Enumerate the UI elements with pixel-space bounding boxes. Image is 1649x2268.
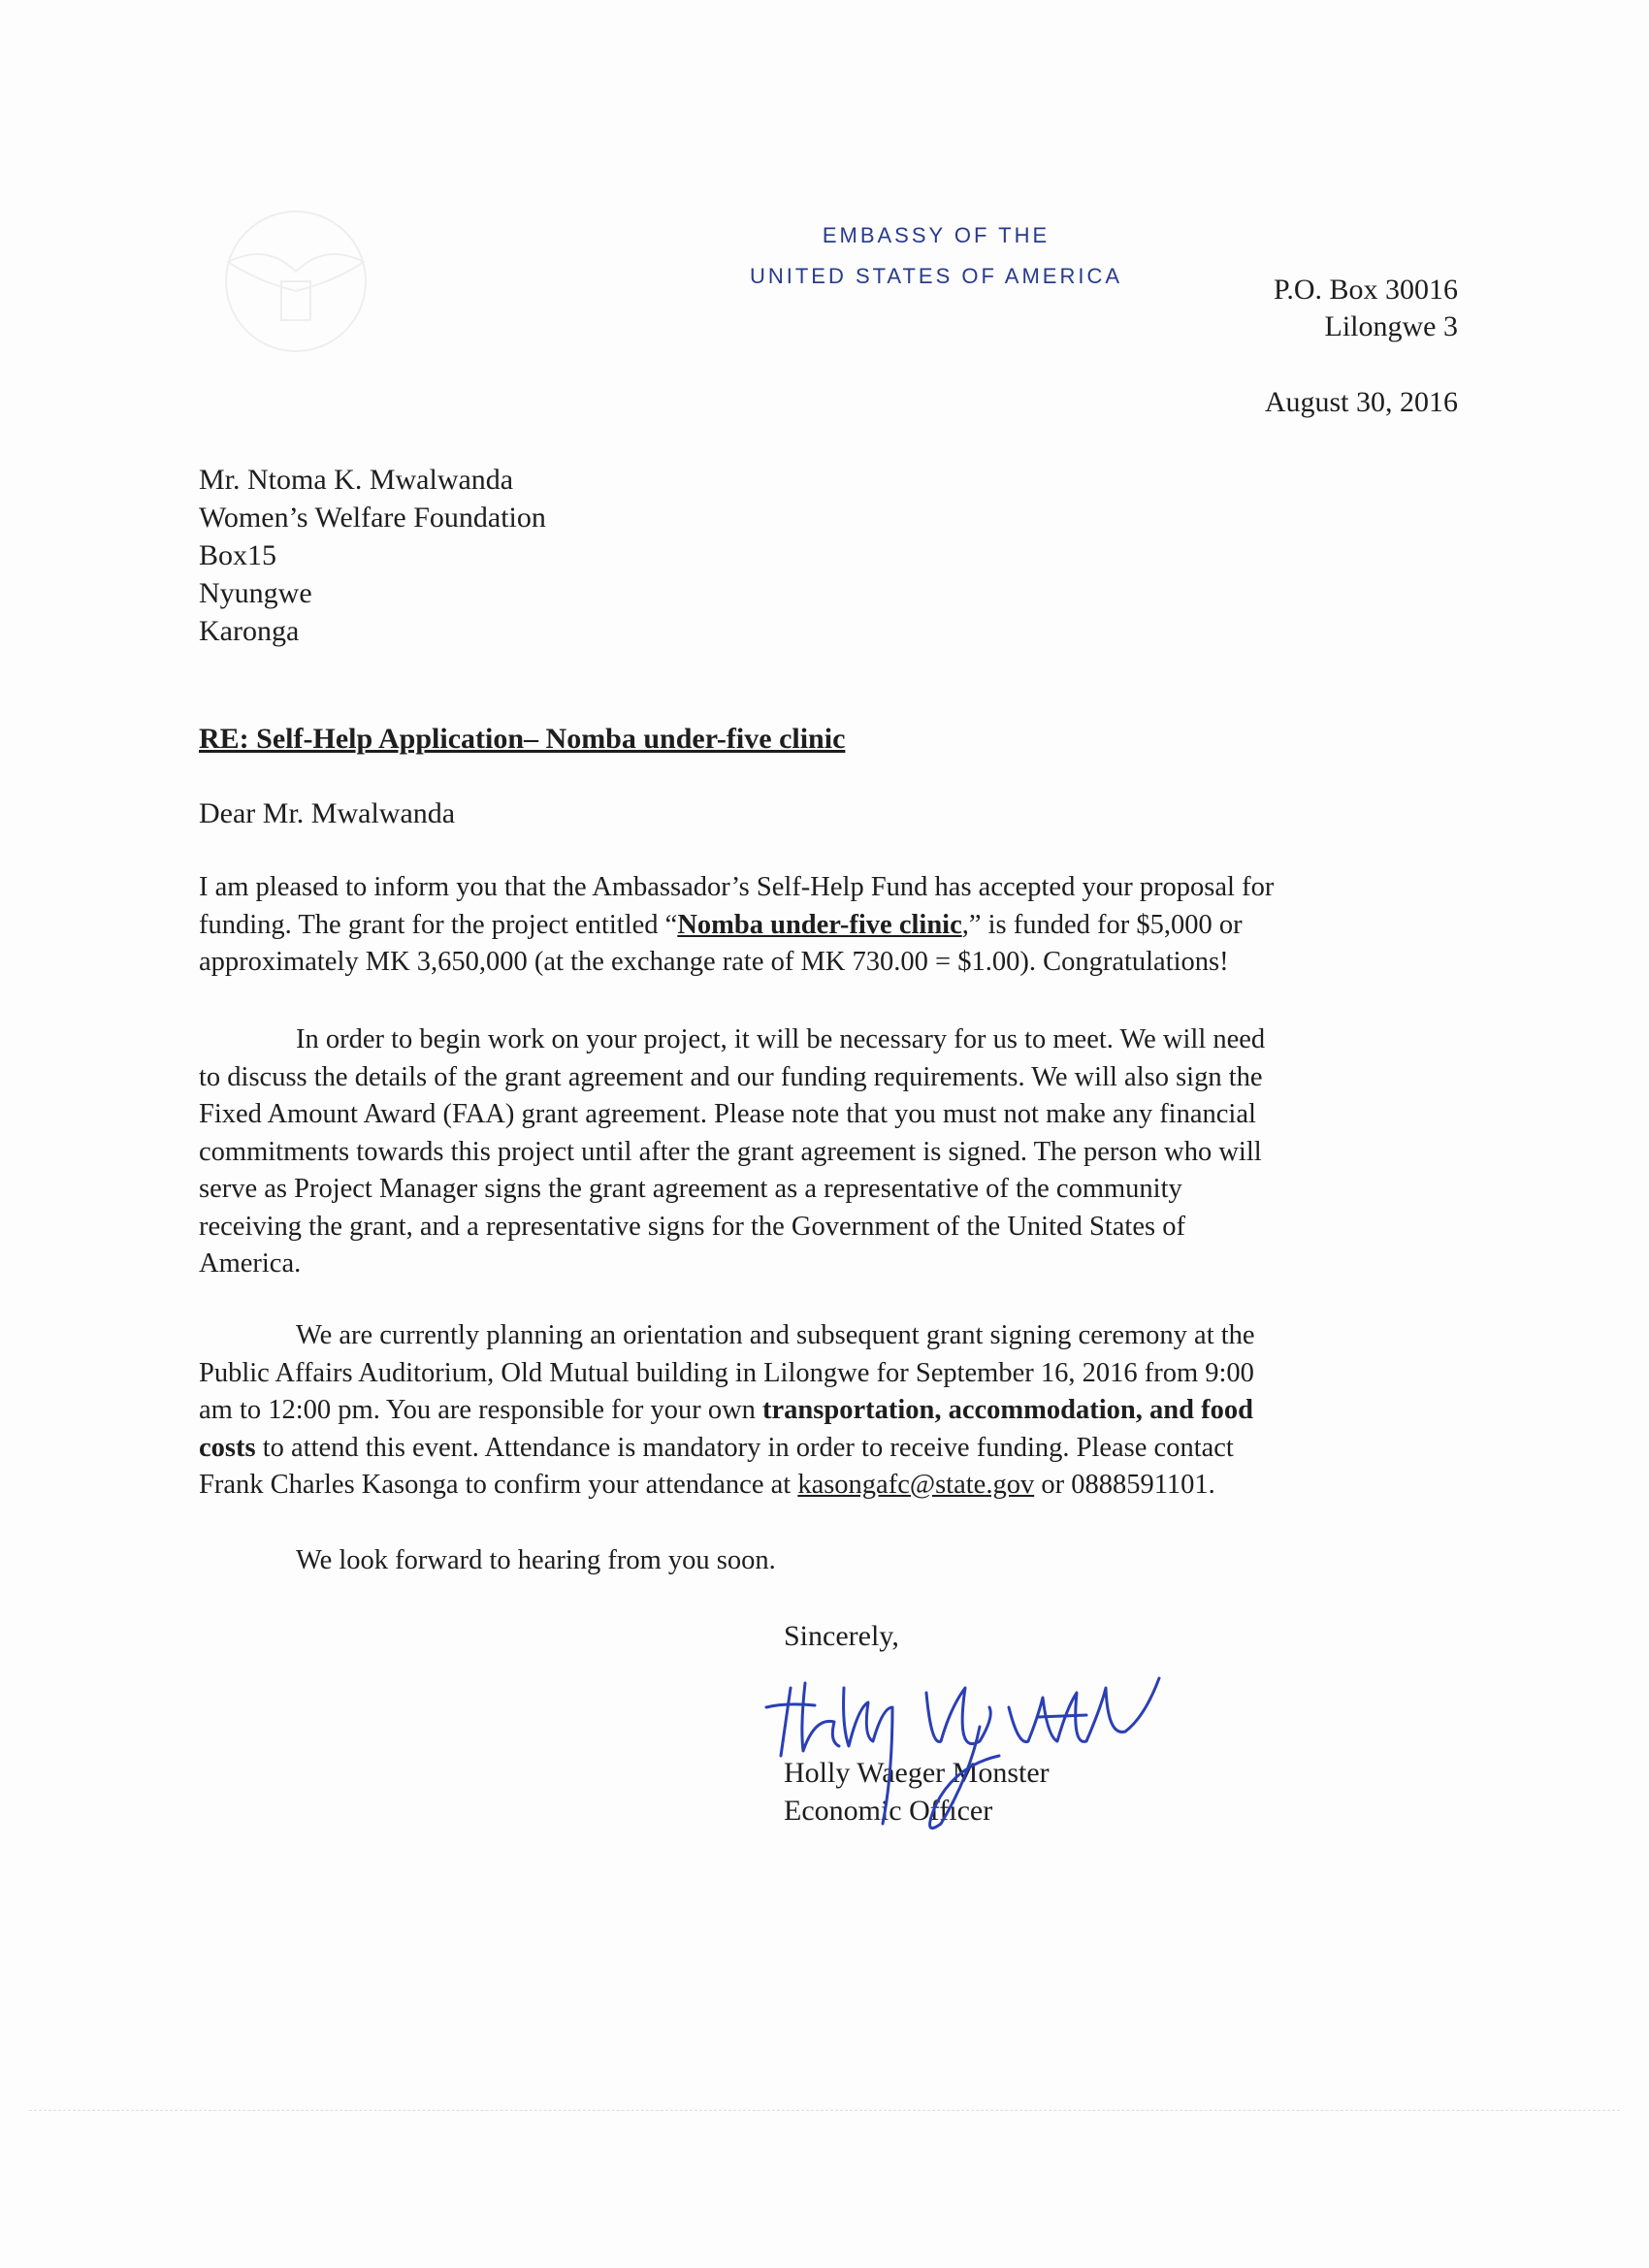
recipient-box: Box15 (199, 539, 277, 571)
paragraph-4 (199, 1542, 1460, 1580)
signer-title: Economic Officer (784, 1795, 993, 1827)
subject-line: RE: Self-Help Application– Nomba under-five clinic (199, 723, 846, 755)
paragraph-4-line-1: We look forward to hearing from you soon. (296, 1545, 776, 1575)
signer-name: Holly Waeger Monster (784, 1757, 1050, 1789)
paragraph-2-line-3: Fixed Amount Award (FAA) grant agreement. Please note that you must not make any financial (199, 1099, 1256, 1129)
recipient-district: Karonga (199, 615, 300, 647)
paragraph-2-line-4: commitments towards this project until after the grant agreement is signed. The person who will (199, 1136, 1262, 1167)
contact-email-link[interactable]: kasongafc@state.gov (797, 1470, 1035, 1500)
closing: Sincerely, (784, 1620, 899, 1652)
paragraph-1-line-3: approximately MK 3,650,000 (at the exchange rate of MK 730.00 = $1.00). Congratulations! (199, 947, 1229, 977)
handwritten-signature (747, 1649, 1203, 1843)
paragraph-3-line-3-start: am to 12:00 pm. You are responsible for your own (199, 1395, 763, 1425)
paragraph-3-line-4-end: to attend this event. Attendance is mandatory in order to receive funding. Please contact (255, 1432, 1234, 1463)
costs-emphasis-1: transportation, accommodation, and food (762, 1395, 1253, 1425)
recipient-town: Nyungwe (199, 577, 312, 609)
paragraph-2-line-7: America. (199, 1248, 302, 1279)
paragraph-1-line-1: I am pleased to inform you that the Ambassador’s Self-Help Fund has accepted your proposal for (199, 872, 1275, 902)
sender-po-box: P.O. Box 30016 (1273, 274, 1458, 306)
paragraph-3-line-3 (199, 1392, 1460, 1430)
paragraph-3-line-2: Public Affairs Auditorium, Old Mutual building in Lilongwe for September 16, 2016 from 9:00 (199, 1357, 1254, 1388)
paragraph-3-line-5-end: or 0888591101. (1034, 1470, 1215, 1500)
paragraph-3-line-5-start: Frank Charles Kasonga to confirm your attendance at (199, 1470, 798, 1500)
paragraph-1-line-2-end: ,” is funded for $5,000 or (961, 909, 1243, 940)
paragraph-2 (199, 1021, 1460, 1283)
paragraph-3 (199, 1317, 1460, 1505)
paragraph-2-line-5: serve as Project Manager signs the grant agreement as a representative of the community (199, 1174, 1182, 1204)
letterhead-line-2: UNITED STATES OF AMERICA (749, 264, 1123, 288)
salutation: Dear Mr. Mwalwanda (199, 797, 456, 829)
letter-date: August 30, 2016 (1264, 386, 1458, 418)
sender-address (1274, 272, 1458, 345)
paragraph-1 (199, 869, 1460, 982)
embassy-letterhead (708, 215, 1164, 297)
costs-emphasis-2: costs (199, 1432, 256, 1463)
recipient-name: Mr. Ntoma K. Mwalwanda (199, 464, 514, 496)
paragraph-2-line-1: In order to begin work on your project, it will be necessary for us to meet. We will need (296, 1024, 1266, 1054)
paragraph-2-line-6: receiving the grant, and a representative signs for the Government of the United States of (199, 1211, 1185, 1242)
letterhead-line-1: EMBASSY OF THE (822, 223, 1051, 247)
paragraph-1-line-2-start: funding. The grant for the project entitled “ (199, 909, 678, 940)
embassy-seal-emblem (199, 204, 393, 359)
project-name: Nomba under-five clinic (677, 909, 962, 940)
paragraph-2-line-2: to discuss the details of the grant agreement and our funding requirements. We will also sign the (199, 1061, 1263, 1092)
sender-city: Lilongwe 3 (1324, 310, 1458, 342)
recipient-organization: Women’s Welfare Foundation (199, 502, 546, 534)
recipient-address (199, 461, 546, 650)
paragraph-1-line-2 (199, 907, 1460, 945)
paragraph-3-line-1: We are currently planning an orientation and subsequent grant signing ceremony at the (296, 1320, 1255, 1350)
page-bottom-rule (29, 2110, 1620, 2111)
paragraph-3-line-5 (199, 1467, 1460, 1505)
paragraph-3-line-4 (199, 1430, 1460, 1468)
